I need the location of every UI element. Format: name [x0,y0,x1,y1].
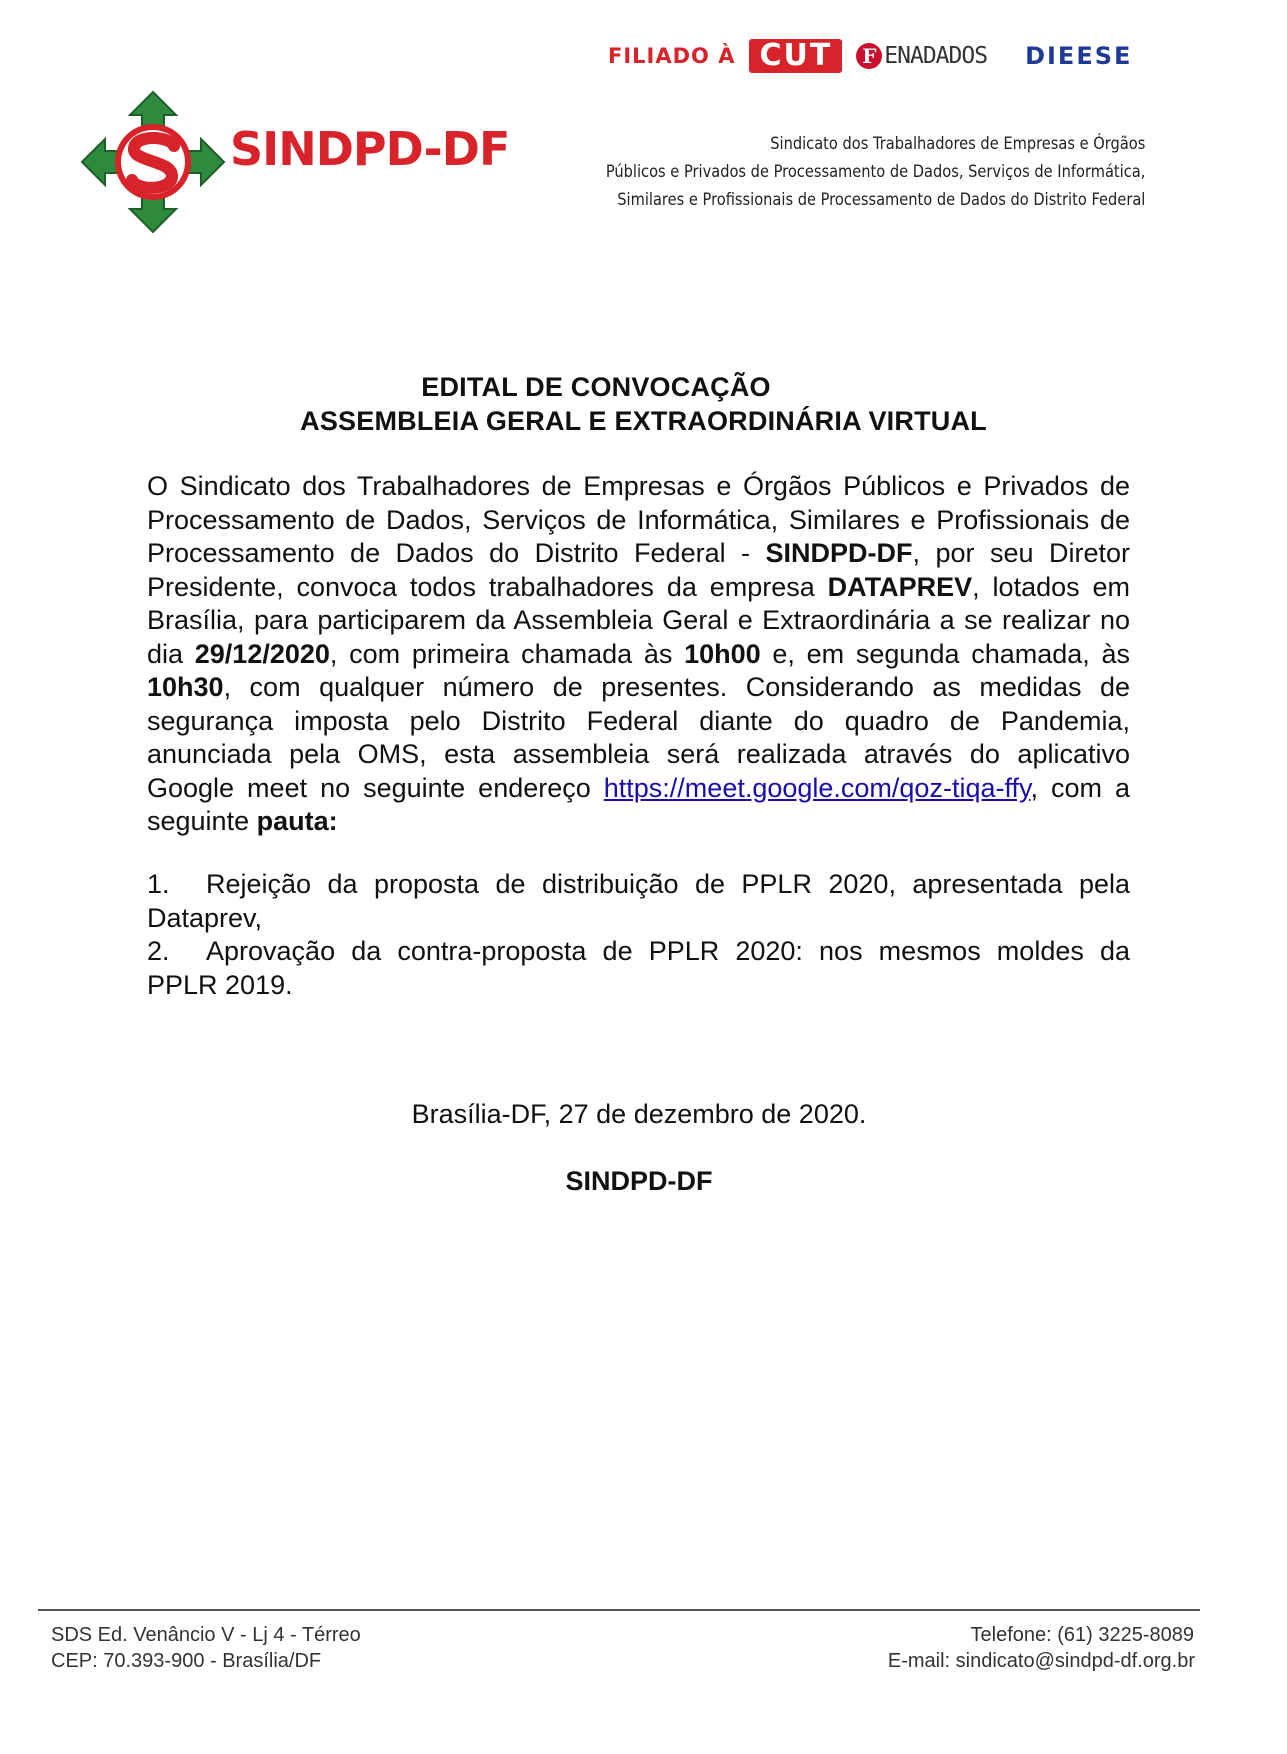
footer-phone: Telefone: (61) 3225-8089 [970,1624,1194,1646]
fenadados-mark-icon: F [856,43,882,69]
body-text: , com a seguinte [147,772,1130,836]
company-name-bold: DATAPREV [827,571,973,602]
agenda-item-number: 1. [147,869,170,899]
sindpd-emblem-icon [78,88,228,236]
agenda-item-text: Rejeição da proposta de distribuição de PPLR 2020, apresentada pela Dataprev, [147,869,1130,933]
footer-postal-code: CEP: 70.393-900 - Brasília/DF [51,1650,322,1672]
document-subtitle: ASSEMBLEIA GERAL E EXTRAORDINÁRIA VIRTUAL [300,406,987,436]
cut-logo: CUT [749,39,842,73]
fenadados-wordmark: ENADADOS [884,43,988,69]
place-and-date: Brasília-DF, 27 de dezembro de 2020. [411,1099,867,1129]
footer-email: E-mail: sindicato@sindpd-df.org.br [887,1650,1195,1672]
affiliation-row [608,36,1132,76]
body-text: e, em segunda chamada, às [760,638,1130,669]
org-description-line: Públicos e Privados de Processamento de Dados, Serviços de Informática, [605,162,1145,182]
agenda-item-text: Aprovação da contra-proposta de PPLR 2020: nos mesmos moldes da PPLR 2019. [147,936,1130,1000]
document-title: EDITAL DE CONVOCAÇÃO [421,372,771,402]
agenda-item [147,868,1130,935]
fenadados-logo [856,43,987,69]
sindpd-wordmark: SINDPD-DF [230,122,510,176]
org-description-line: Similares e Profissionais de Processamento de Dados do Distrito Federal [616,190,1145,210]
signature: SINDPD-DF [565,1166,713,1196]
dieese-logo: DIEESE [1025,42,1133,70]
affiliation-label: FILIADO À [608,44,736,68]
footer-divider [38,1609,1200,1611]
second-call-time: 10h30 [147,672,224,702]
footer-clipped-row [38,1650,1200,1672]
footer-address: SDS Ed. Venâncio V - Lj 4 - Térreo [51,1624,361,1646]
org-name-bold: SINDPD-DF [765,538,913,568]
agenda-list [147,868,1130,1002]
meeting-date: 29/12/2020 [194,638,330,669]
body-text: , por seu Diretor Presidente, convoca todos trabalhadores da empresa [147,538,1130,602]
org-description [605,130,1145,214]
agenda-item [147,935,1130,1002]
first-call-time: 10h00 [684,638,761,669]
meet-link[interactable]: https://meet.google.com/qoz-tiqa-ffy [603,772,1031,803]
body-text: O Sindicato dos Trabalhadores de Empresas e Órgãos Públicos e Privados de Processamento de Dados, Serviços de Informática, Similares e Profissionais de Processamento de Dados do Distrito Federal - [147,471,1130,568]
convocation-paragraph [147,470,1130,839]
agenda-label: pauta: [256,806,338,836]
org-description-line: Sindicato dos Trabalhadores de Empresas e Órgãos [769,134,1145,154]
agenda-item-number: 2. [147,936,170,966]
body-text: , com primeira chamada às [329,638,685,669]
body-text: , lotados em Brasília, para participarem da Assembleia Geral e Extraordinária a se realizar no dia [147,571,1130,669]
body-text: , com qualquer número de presentes. Considerando as medidas de segurança imposta pelo Distrito Federal diante do quadro de Pandemia, anunciada pela OMS, esta assembleia será realizada através do aplicativo Google meet no seguinte endereço [147,672,1130,803]
